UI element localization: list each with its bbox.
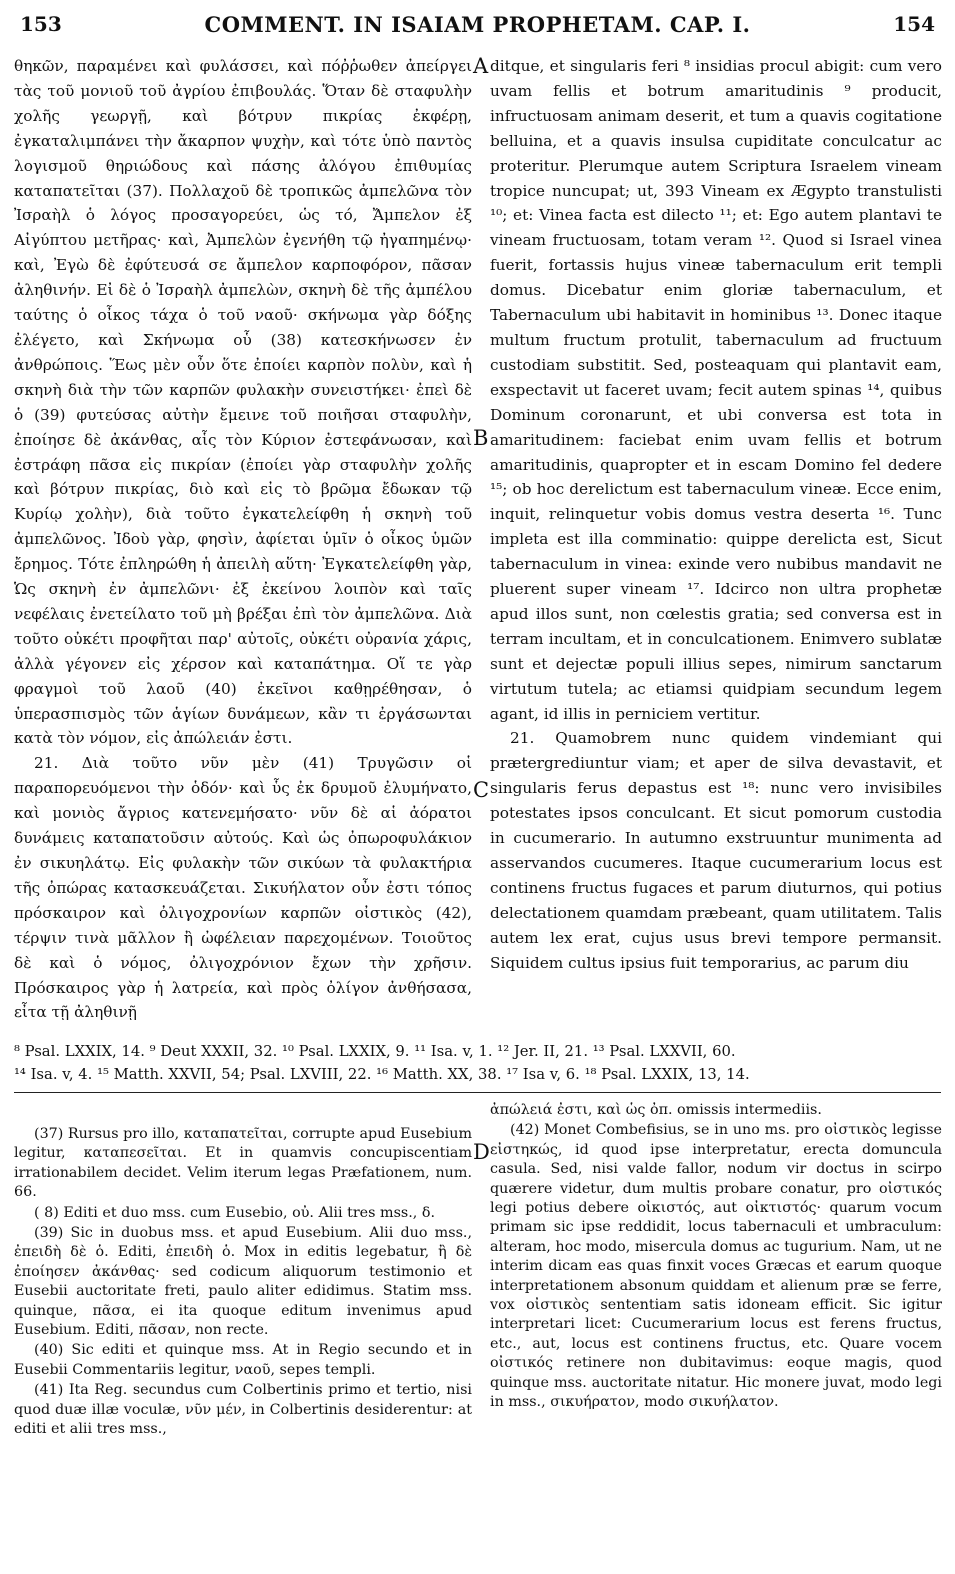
page-number-left: 153: [20, 12, 62, 36]
notes-right-column: [490, 1101, 942, 1414]
critical-note: (37) Rursus pro illo, καταπατεῖται, corrupte apud Eusebium legitur, καταπεσεῖται. Et in quamvis concupiscentiam irrationabilem decidet. Velim iterum legas Præfationem, num. 66.: [14, 1126, 472, 1201]
critical-note: ἀπώλειά ἐστι, καὶ ὡς ὀπ. omissis intermediis.: [490, 1102, 822, 1118]
page-number-right: 154: [893, 12, 935, 36]
footnote-divider: [14, 1092, 941, 1093]
page-header: [14, 12, 941, 42]
notes-left-column: [14, 1125, 472, 1441]
footnote-line: ¹⁴ Isa. v, 4. ¹⁵ Matth. XXVII, 54; Psal. LXVIII, 22. ¹⁶ Matth. XX, 38. ¹⁷ Isa v, 6. ¹⁸ Psal. LXXIX, 13, 14.: [14, 1066, 750, 1083]
critical-note: ( 8) Editi et duo mss. cum Eusebio, οὐ. Alii tres mss., δ.: [34, 1204, 436, 1221]
margin-marker-b: B: [473, 426, 489, 450]
margin-marker-a: A: [473, 54, 489, 78]
critical-note: (41) Ita Reg. secundus cum Colbertinis primo et tertio, nisi quod duæ illæ voculæ, νῦν μέν, in Colbertinis desiderentur: at editi et alii tres mss.,: [14, 1382, 472, 1438]
greek-paragraph: 21. Διὰ τοῦτο νῦν μὲν (41) Τρυγῶσιν οἱ παραπορευόμενοι τὴν ὁδόν· καὶ ὗς ἐκ δρυμοῦ ἐλυμήνατο, καὶ μονιὸς ἄγριος κατενεμήσατο· νῦν δὲ αἱ ἀόρατοι δυνάμεις καταπατοῦσιν αὐτούς. Καὶ ὡς ὀπωροφυλάκιον ἐν σικυηλάτῳ. Εἰς φυλακὴν τῶν σικύων τὰ φυλακτήρια τῆς ὀπώρας κατασκευάζεται. Σικυήλατον οὖν ἐστι τόπος πρόσκαιρον καὶ ὀλιγοχρονίων καρπῶν οἰστικὸς (42), τέρψιν τινὰ μᾶλλον ἢ ὠφέλειαν παρεχομένων. Τοιοῦτος δὲ καὶ ὁ νόμος, ὀλιγοχρόνιον ἔχων τὴν χρῆσιν. Πρόσκαιρος γὰρ ἡ λατρεία, καὶ πρὸς ὀλίγον ἀνθήσασα, εἶτα τῇ ἀληθινῇ: [14, 754, 472, 1022]
critical-note: (39) Sic in duobus mss. et apud Eusebium. Alii duo mss., ἐπειδὴ δὲ ὁ. Editi, ἐπειδὴ ὁ. Mox in editis legebatur, ἢ δὲ ἐποίησεν ἀκάνθας· sed codicum aliquorum testimonio et Eusebii auctoritate freti, paulo aliter edidimus. Statim mss. quinque, πᾶσα, ei ita quoque editum invenimus apud Eusebium. Editi, πᾶσαν, non recte.: [14, 1225, 472, 1339]
greek-paragraph: θηκῶν, παραμένει καὶ φυλάσσει, καὶ πόῤῥωθεν ἀπείργει τὰς τοῦ μονιοῦ τοῦ ἀγρίου ἐπιβουλάς. Ὅταν δὲ σταφυλὴν χολῆς γεωργῇ, καὶ βότρυν πικρίας ἐκφέρῃ, ἐγκαταλιμπάνει τὴν ἄκαρπον ψυχὴν, καὶ τότε ὑπὸ παντὸς λογισμοῦ θηριώδους καὶ πάσης ἀλόγου ἐπιθυμίας καταπατεῖται (37). Πολλαχοῦ δὲ τροπικῶς ἀμπελῶνα τὸν Ἰσραὴλ ὁ λόγος προσαγορεύει, ὡς τό, Ἄμπελον ἐξ Αἰγύπτου μετῆρας· καὶ, Ἀμπελὼν ἐγενήθη τῷ ἠγαπημένῳ· καὶ, Ἐγὼ δὲ ἐφύτευσά σε ἄμπελον καρποφόρον, πᾶσαν ἀληθινήν. Εἰ δὲ ὁ Ἰσραὴλ ἀμπελὼν, σκηνὴ δὲ τῆς ἀμπέλου ταύτης ὁ οἶκος τάχα ὁ τοῦ ναοῦ· σκήνωμα γὰρ δόξης ἐλέγετο, καὶ Σκήνωμα οὗ (38) κατεσκήνωσεν ἐν ἀνθρώποις. Ἕως μὲν οὖν ὅτε ἐποίει καρπὸν πολὺν, καὶ ἡ σκηνὴ διὰ τὴν τῶν καρπῶν φυλακὴν συνειστήκει· ἐπεὶ δὲ ὁ (39) φυτεύσας αὐτὴν ἔμεινε τοῦ ποιῆσαι σταφυλὴν, ἐποίησε δὲ ἀκάνθας, αἷς τὸν Κύριον ἐστεφάνωσαν, καὶ ἐστράφη πᾶσα εἰς πικρίαν (ἐποίει γὰρ σταφυλὴν χολῆς καὶ βότρυν πικρίας, διὸ καὶ εἰς τὸ βρῶμα ἔδωκαν τῷ Κυρίῳ χολὴν), διὰ τοῦτο ἐγκατελείφθη ἡ σκηνὴ τοῦ ἀμπελῶνος. Ἰδοὺ γὰρ, φησὶν, ἀφίεται ὑμῖν ὁ οἶκος ὑμῶν ἔρημος. Τότε ἐπληρώθη ἡ ἀπειλὴ αὕτη· Ἐγκατελείφθη γὰρ, Ὡς σκηνὴ ἐν ἀμπελῶνι· ἐξ ἐκείνου λοιπὸν καὶ ταῖς νεφέλαις ἐνετείλατο τοῦ μὴ βρέξαι ἐπὶ τὸν ἀμπελῶνα. Διὰ τοῦτο οὐκέτι προφῆται παρ' αὐτοῖς, οὐκέτι οὐρανία χάρις, ἀλλὰ γέγονεν εἰς χέρσον καὶ καταπάτημα. Οἵ τε γὰρ φραγμοὶ τοῦ λαοῦ (40) ἐκεῖνοι καθῃρέθησαν, ὁ ὑπερασπισμὸς τῶν ἁγίων δυνάμεων, κἂν τι ἐργάσωνται κατὰ τὸν νόμον, εἰς ἀπώλειάν ἐστι.: [14, 57, 472, 748]
greek-column: [14, 54, 472, 1025]
critical-note: (40) Sic editi et quinque mss. At in Regio secundo et in Eusebii Commentariis legitur, ναοῦ, sepes templi.: [14, 1342, 472, 1378]
latin-paragraph: 21. Quamobrem nunc quidem vindemiant qui prætergrediuntur viam; et aper de silva devastavit, et singularis ferus depastus est ¹⁸: nunc vero invisibiles potestates ipsos conculcant. Et sicut pomorum custodia in cucumerario. In autumno exstruuntur munimenta ad asservandos cucumeres. Itaque cucumerarium locus est continens fructus fugaces et parum diuturnos, qui potius delectationem quamdam præbeant, quam utilitatem. Talis autem lex erat, cujus usus brevi tempore permansit. Siquidem cultus ipsius fuit temporarius, ac parum diu: [490, 729, 942, 972]
margin-marker-d: D: [473, 1140, 490, 1164]
latin-paragraph: ditque, et singularis feri ⁸ insidias procul abigit: cum vero uvam fellis et botrum amaritudinis ⁹ producit, infructuosam animam deserit, et tum a quavis cogitatione belluina, et a quavis insulsa cupiditate conculcatur ac proteritur. Plerumque autem Scriptura Israelem vineam tropice nuncupat; ut, 393 Vineam ex Ægypto transtulisti ¹⁰; et: Vinea facta est dilecto ¹¹; et: Ego autem plantavi te vineam fructuosam, totam veram ¹². Quod si Israel vinea fuerit, fortassis hujus vineæ tabernaculum erit templi domus. Dicebatur enim gloriæ tabernaculum, et Tabernaculum ubi habitavit in hominibus ¹³. Donec itaque multum fructum protulit, tabernaculum ad fructuum custodiam substitit. Sed, posteaquam qui plantavit eam, exspectavit ut faceret uvam; fecit autem spinas ¹⁴, quibus Dominum coronarunt, et ubi conversa est tota in amaritudinem: faciebat enim uvam fellis et botrum amaritudinis, quapropter et in escam Domino fel dedere ¹⁵; ob hoc derelictum est tabernaculum vineæ. Ecce enim, inquit, relinquetur vobis domus vestra deserta ¹⁶. Tunc impleta est illa comminatio: quippe derelicta est, Sicut tabernaculum in vinea: exinde vero nubibus mandavit ne pluerent super vineam ¹⁷. Idcirco non ultra prophetæ apud illos sunt, non cœlestis gratia; sed conversa est in terram incultam, et in conculcationem. Enimvero sublatæ sunt et dejectæ populi illius sepes, nimirum sanctarum virtutum tutela; ac etiamsi quidpiam secundum legem agant, id illis in perniciem vertitur.: [490, 57, 942, 723]
margin-marker-c: C: [473, 778, 490, 802]
running-title: COMMENT. IN ISAIAM PROPHETAM. CAP. I.: [204, 12, 751, 37]
latin-column: [490, 54, 942, 976]
critical-note: (42) Monet Combefisius, se in uno ms. pro οἰστικὸς legisse εἰστηκώς, id quod ipse interpretatur, erecta domuncula casula. Sed, nisi valde fallor, nodum vir doctus in scirpo quærere videtur, dum multis probare conatur, pro οἰστικός legi potius debere οἰκιστός, aut οἰκτιστός· quarum vocum primam sic ipse reddidit, locus tabernaculi et umbraculum: alteram, hoc modo, misercula domus ac tugurium. Nam, ut ne interim dicam eas quas finxit voces Græcas et earum quoque interpretationem absonum quiddam et alienum præ se ferre, vox οἰστικὸς sententiam satis idoneam efficit. Sic igitur interpretari licet: Cucumerarium locus est ferens fructus, etc., aut, locus est continens fructus, etc. Quare vocem οἰστικός retinere non dubitavimus: eoque magis, quod quinque mss. auctoritate nitatur. Hic monere juvat, modo legi in mss., σικυήρατον, modo σικυήλατον.: [490, 1122, 942, 1411]
footnote-line: ⁸ Psal. LXXIX, 14. ⁹ Deut XXXII, 32. ¹⁰ Psal. LXXIX, 9. ¹¹ Isa. v, 1. ¹² Jer. II, 21. ¹³ Psal. LXXVII, 60.: [14, 1043, 736, 1060]
